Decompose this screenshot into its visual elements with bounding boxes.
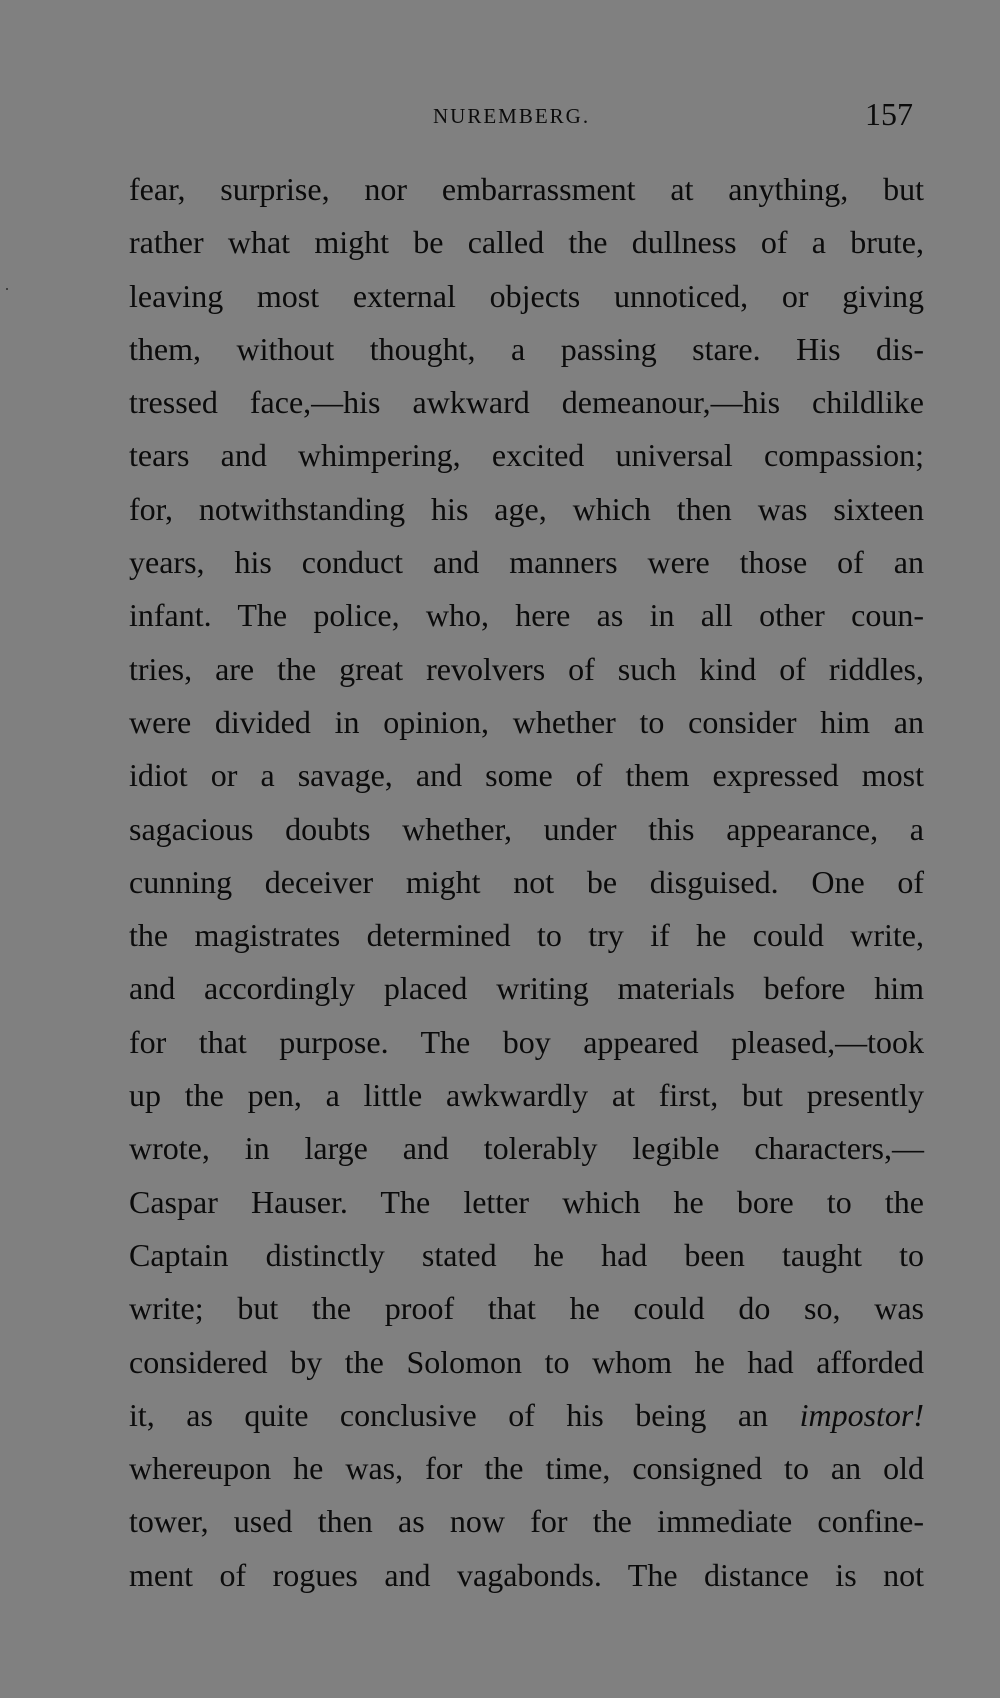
text-line: tries, are the great revolvers of such kind of riddles, [129,650,924,687]
text-line: infant. The police, who, here as in all other coun- [129,597,924,634]
text-line: years, his conduct and manners were those of an [129,544,924,581]
running-title: NUREMBERG. [433,104,591,128]
text-line-with-italic [129,1389,924,1442]
text-line: tower, used then as now for the immediate confine- [129,1503,924,1540]
text-line: Captain distinctly stated he had been taught to [129,1236,924,1273]
text-line: were divided in opinion, whether to consider him an [129,703,924,740]
text-line: leaving most external objects unnoticed, or giving [129,277,924,314]
body-text [129,163,924,1602]
text-line: considered by the Solomon to whom he had afforded [129,1343,924,1380]
text-line: write; but the proof that he could do so, was [129,1290,924,1327]
text-line: Caspar Hauser. The letter which he bore to the [129,1183,924,1220]
text-line: tressed face,—his awkward demeanour,—his childlike [129,384,924,421]
text-line: tears and whimpering, excited universal compassion; [129,437,924,474]
text-line: sagacious doubts whether, under this appearance, a [129,810,924,847]
text-line: idiot or a savage, and some of them expressed most [129,757,924,794]
text-line: for, notwithstanding his age, which then was sixteen [129,490,924,527]
text-line: rather what might be called the dullness of a brute, [129,224,924,261]
text-line: for that purpose. The boy appeared pleased,—took [129,1023,924,1060]
text-line: ment of rogues and vagabonds. The distance is not [129,1556,924,1593]
text-line: up the pen, a little awkwardly at first, but presently [129,1077,924,1114]
text-line: whereupon he was, for the time, consigned to an old [129,1450,924,1487]
page-number: 157 [865,96,913,132]
italic-word: impostor! [799,1396,925,1433]
text-line: them, without thought, a passing stare. His dis- [129,330,924,367]
text-line-prefix: it, as quite conclusive of his being an [129,1396,769,1433]
text-line: the magistrates determined to try if he could write, [129,917,924,954]
text-line: and accordingly placed writing materials before him [129,970,924,1007]
margin-speck [6,288,8,290]
text-line: cunning deceiver might not be disguised. One of [129,863,924,900]
text-line: wrote, in large and tolerably legible characters,— [129,1130,924,1167]
text-line: fear, surprise, nor embarrassment at anything, but [129,171,924,207]
